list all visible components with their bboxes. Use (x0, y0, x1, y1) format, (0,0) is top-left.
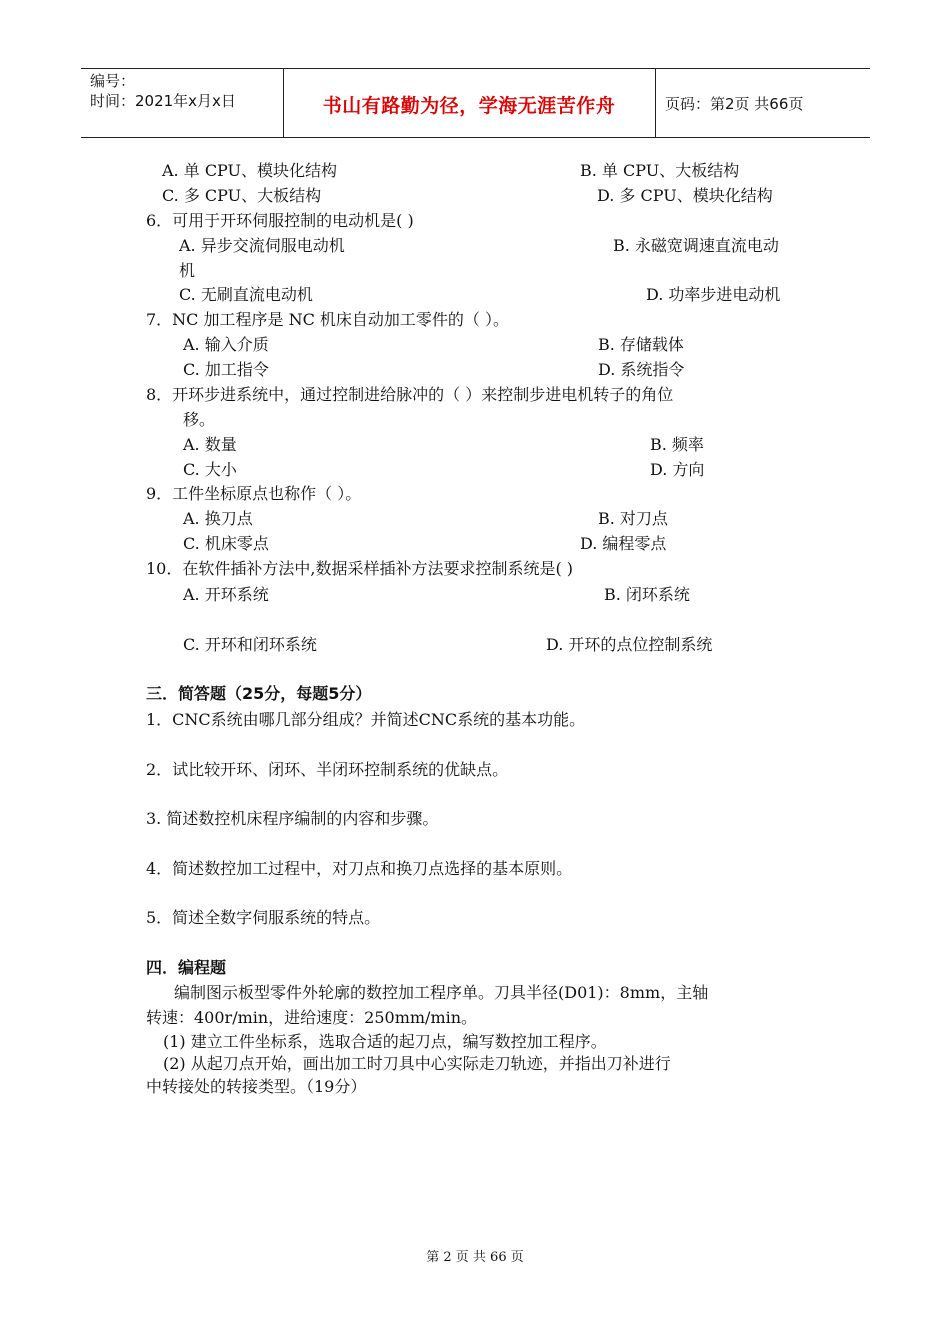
q6-option-d: D. 功率步进电动机 (646, 285, 781, 304)
short-answer-item: 5．简述全数字伺服系统的特点。 (146, 908, 381, 927)
programming-text: 编制图示板型零件外轮廓的数控加工程序单。刀具半径(D01)：8mm，主轴 (174, 983, 709, 1002)
q9-option-c: C. 机床零点 (183, 534, 269, 553)
q6-option-b: B. 永磁宽调速直流电动 (613, 236, 779, 255)
q6-option-b-wrap: 机 (179, 261, 196, 280)
q7-option-b: B. 存储载体 (598, 335, 684, 354)
short-answer-item: 1．CNC系统由哪几部分组成？并简述CNC系统的基本功能。 (146, 710, 586, 729)
q9-option-a: A. 换刀点 (183, 509, 253, 528)
number-label: 编号： (90, 72, 136, 90)
programming-heading: 四．编程题 (146, 958, 227, 977)
header-divider (655, 69, 656, 137)
q6-stem: 6．可用于开环伺服控制的电动机是( ) (146, 211, 414, 230)
header-meta (90, 71, 236, 111)
q5-option-d: D. 多 CPU、模块化结构 (597, 186, 773, 205)
programming-task-2-wrap: 中转接处的转接类型。（19分） (146, 1077, 367, 1096)
q7-option-a: A. 输入介质 (183, 335, 269, 354)
q9-option-d: D. 编程零点 (580, 534, 667, 553)
q7-stem: 7．NC 加工程序是 NC 机床自动加工零件的（ ）。 (146, 310, 510, 329)
q8-option-c: C. 大小 (183, 460, 237, 479)
q9-option-b: B. 对刀点 (598, 509, 668, 528)
q10-option-c: C. 开环和闭环系统 (183, 635, 317, 654)
q10-option-a: A. 开环系统 (183, 585, 269, 604)
q8-stem-wrap: 移。 (183, 410, 216, 429)
q10-stem: 10．在软件插补方法中,数据采样插补方法要求控制系统是( ) (146, 559, 574, 578)
q5-option-c: C. 多 CPU、大板结构 (162, 186, 322, 205)
short-answer-item: 3. 简述数控机床程序编制的内容和步骤。 (146, 809, 439, 828)
page-label: 页码：第2页 共66页 (665, 95, 804, 113)
q9-stem: 9．工件坐标原点也称作（ ）。 (146, 484, 362, 503)
programming-task-1: (1) 建立工件坐标系，选取合适的起刀点，编写数控加工程序。 (163, 1032, 607, 1051)
q8-option-a: A. 数量 (183, 435, 237, 454)
programming-text: 转速：400r/min，进给速度：250mm/min。 (146, 1008, 478, 1027)
motto: 书山有路勤为径，学海无涯苦作舟 (322, 95, 616, 117)
q7-option-d: D. 系统指令 (598, 360, 685, 379)
q5-option-b: B. 单 CPU、大板结构 (580, 161, 740, 180)
q8-option-d: D. 方向 (650, 460, 705, 479)
q6-option-c: C. 无刷直流电动机 (179, 285, 313, 304)
page-header (81, 68, 870, 138)
short-answer-item: 2．试比较开环、闭环、半闭环控制系统的优缺点。 (146, 760, 509, 779)
page-footer: 第 2 页 共 66 页 (426, 1250, 524, 1265)
time-label: 时间：2021年x月x日 (90, 92, 236, 110)
q5-option-a: A. 单 CPU、模块化结构 (162, 161, 338, 180)
q7-option-c: C. 加工指令 (183, 360, 269, 379)
q8-stem: 8．开环步进系统中，通过控制进给脉冲的（ ）来控制步进电机转子的角位 (146, 385, 674, 404)
programming-task-2: (2) 从起刀点开始，画出加工时刀具中心实际走刀轨迹，并指出刀补进行 (163, 1054, 671, 1073)
short-answer-item: 4．简述数控加工过程中，对刀点和换刀点选择的基本原则。 (146, 859, 573, 878)
q6-option-a: A. 异步交流伺服电动机 (179, 236, 345, 255)
q10-option-b: B. 闭环系统 (604, 585, 690, 604)
q10-option-d: D. 开环的点位控制系统 (546, 635, 713, 654)
short-answer-heading: 三．简答题（25分，每题5分） (146, 684, 372, 703)
q8-option-b: B. 频率 (650, 435, 704, 454)
